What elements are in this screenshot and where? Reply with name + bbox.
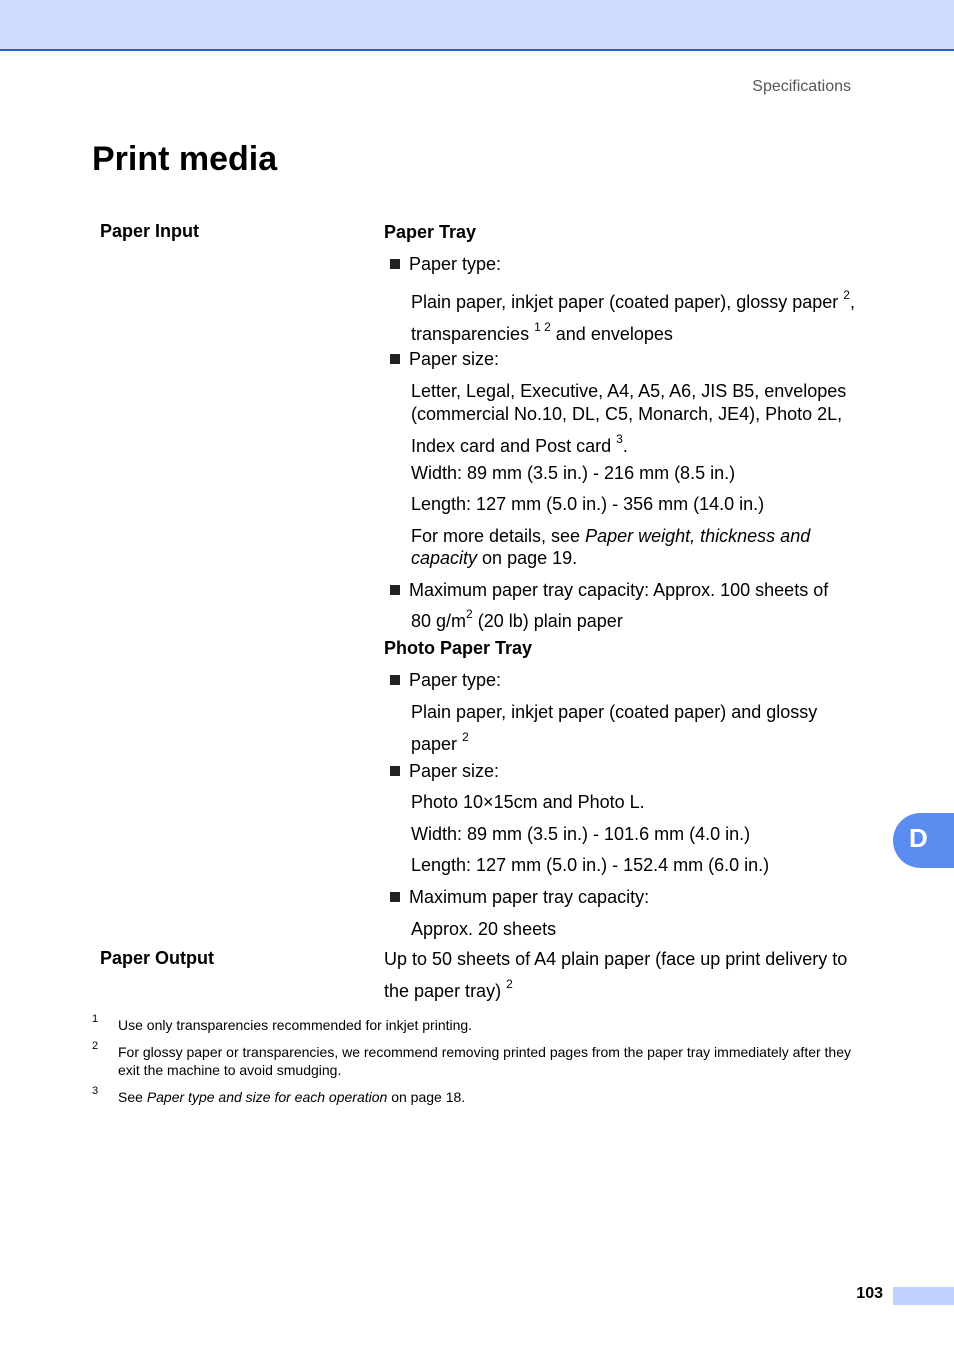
text-line: See (118, 1089, 147, 1105)
paper-tray-width: Width: 89 mm (3.5 in.) - 216 mm (8.5 in.) (411, 463, 736, 483)
text-line: transparencies (411, 324, 530, 344)
paper-input-label: Paper Input (100, 221, 200, 241)
footnote-ref: 2 (843, 288, 850, 302)
header-band (0, 0, 954, 51)
photo-tray-capacity-item (390, 886, 649, 908)
footnote-text: Use only transparencies recommended for inkjet printing. (118, 1017, 473, 1033)
paper-tray-length: Length: 127 mm (5.0 in.) - 356 mm (14.0 in.) (411, 494, 765, 514)
footnote-ref: 2 (462, 730, 469, 744)
text-line: and envelopes (550, 324, 673, 344)
cross-reference-link[interactable]: Paper type and size for each operation (146, 1089, 388, 1105)
paper-output-value (384, 948, 884, 1002)
text-line: . (622, 436, 628, 456)
cross-reference-link[interactable]: capacity (411, 548, 478, 568)
text-line: Maximum paper tray capacity: (409, 887, 650, 907)
text-line: the paper tray) (384, 981, 502, 1001)
running-header: Specifications (752, 78, 851, 95)
square-bullet-icon (390, 892, 400, 902)
square-bullet-icon (390, 354, 400, 364)
text-line: Index card and Post card (411, 436, 612, 456)
square-bullet-icon (390, 675, 400, 685)
photo-tray-type-item (390, 669, 501, 691)
photo-tray-width: Width: 89 mm (3.5 in.) - 101.6 mm (4.0 in.) (411, 824, 751, 844)
page-number: 103 (856, 1285, 883, 1302)
paper-output-label: Paper Output (100, 948, 215, 968)
paper-size-label: Paper size: (409, 349, 500, 369)
footnote-text (118, 1088, 884, 1106)
text-line: paper (411, 734, 458, 754)
footnote-ref: 1 2 (534, 320, 551, 334)
text-line: Maximum paper tray capacity: Approx. 100 sheets of (409, 580, 829, 600)
text-line: on page 19. (477, 548, 578, 568)
text-line: Plain paper, inkjet paper (coated paper) and glossy (411, 702, 818, 722)
paper-tray-size-item (390, 348, 499, 370)
footnote-ref: 2 (506, 977, 513, 991)
paper-tray-size-value (411, 380, 881, 457)
paper-type-label: Paper type: (409, 254, 502, 274)
text-line: (20 lb) plain paper (472, 611, 623, 631)
text-line: (commercial No.10, DL, C5, Monarch, JE4), Photo 2L, (411, 404, 843, 424)
paper-type-label: Paper type: (409, 670, 502, 690)
footnote-text (118, 1043, 884, 1079)
paper-tray-heading: Paper Tray (384, 222, 477, 242)
chapter-tab-letter: D (909, 823, 928, 853)
footnote-number: 2 (92, 1040, 99, 1052)
text-line: For more details, see (411, 526, 586, 546)
text-line: For glossy paper or transparencies, we recommend removing printed pages from the paper tray immediately after they (118, 1044, 852, 1060)
paper-size-label: Paper size: (409, 761, 500, 781)
paper-tray-capacity-item (390, 579, 828, 601)
paper-tray-details (411, 525, 881, 569)
paper-tray-capacity-value (411, 605, 881, 632)
photo-tray-heading: Photo Paper Tray (384, 638, 533, 658)
photo-tray-size-value: Photo 10×15cm and Photo L. (411, 792, 645, 812)
footnote-number: 1 (92, 1013, 99, 1025)
text-line: 80 g/m (411, 611, 467, 631)
page-number-bar (893, 1287, 954, 1305)
text-line: on page 18. (387, 1089, 466, 1105)
paper-tray-type-item (390, 253, 501, 275)
footnote-ref: 3 (616, 432, 623, 446)
square-bullet-icon (390, 585, 400, 595)
superscript: 2 (466, 607, 473, 621)
text-line: , (849, 292, 855, 312)
paper-tray-type-value (411, 286, 881, 345)
text-line: Up to 50 sheets of A4 plain paper (face up print delivery to (384, 949, 848, 969)
page-title: Print media (92, 140, 278, 178)
photo-tray-type-value (411, 701, 881, 755)
photo-tray-length: Length: 127 mm (5.0 in.) - 152.4 mm (6.0 in.) (411, 855, 770, 875)
text-line: Letter, Legal, Executive, A4, A5, A6, JIS B5, envelopes (411, 381, 847, 401)
text-line: Plain paper, inkjet paper (coated paper), glossy paper (411, 292, 839, 312)
photo-tray-size-item (390, 760, 499, 782)
cross-reference-link[interactable]: Paper weight, thickness and (585, 526, 811, 546)
photo-tray-capacity-value: Approx. 20 sheets (411, 919, 557, 939)
text-line: exit the machine to avoid smudging. (118, 1062, 342, 1078)
chapter-tab (893, 813, 954, 868)
footnote-number: 3 (92, 1085, 99, 1097)
square-bullet-icon (390, 766, 400, 776)
square-bullet-icon (390, 259, 400, 269)
